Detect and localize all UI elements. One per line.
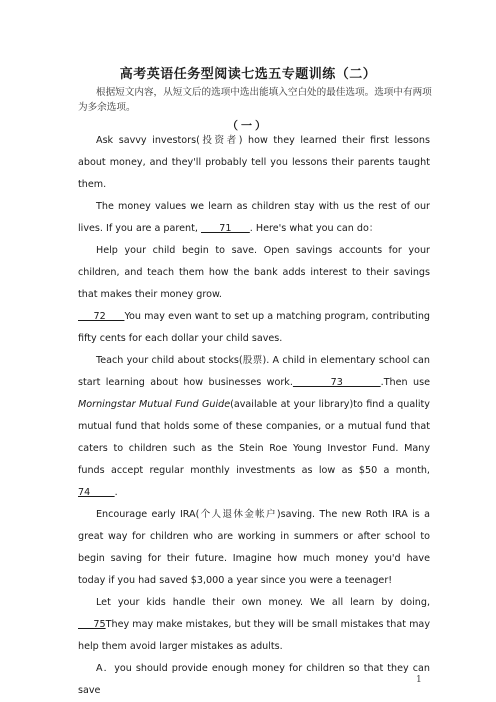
page-number: 1 [416,675,422,685]
blank-71: 71 [200,223,250,234]
paragraph-7 [78,592,430,658]
option-a: A．you should provide enough money for children so that they can save [78,663,430,696]
paragraph-2 [78,196,430,240]
paragraph-6: Encourage early IRA(个人退休金帐户)saving. The new Roth IRA is a great way for children who are working in summers or after school to begin saving for their future. Imagine how much money you'd have today if you had saved $3,000 a year since you were a teenager! [78,509,430,586]
paragraph-4 [78,306,430,350]
paragraph-7-text-b: They may make mistakes, but they will be small mistakes that may help them avoid larger mistakes as adults. [78,619,430,652]
paragraph-4-text: You may even want to set up a matching program, contributing fifty cents for each dollar your child saves. [78,311,430,344]
paragraph-3: Help your child begin to save. Open savings accounts for your children, and teach them how the bank adds interest to their savings that makes their money grow. [78,245,430,300]
section-heading: （一） [227,119,269,132]
guide-title: Morningstar Mutual Fund Guide [78,399,231,410]
blank-73: 73 [292,377,381,388]
paragraph-2-text-a: The money values we learn as children stay with us the rest of our lives. If you are a parent, [78,201,430,234]
paragraph-5 [78,350,430,504]
blank-72: 72 [78,311,125,322]
instructions: 根据短文内容，从短文后的选项中选出能填入空白处的最佳选项。选项中有两项为多余选项。 [78,87,432,113]
passage [78,130,430,702]
document-title: 高考英语任务型阅读七选五专题训练（二） [119,67,377,82]
paragraph-5-text-c: (available at your library)to find a quality mutual fund that holds some of these companies, or a mutual fund that caters to children such as the Stein Roe Young Investor Fund. Many funds accept regular monthly investments as low as $50 a month, [78,399,430,476]
blank-74: 74 [78,487,115,498]
paragraph-5-text-d: . [114,487,118,498]
blank-75: 75 [78,619,106,630]
paragraph-2-text-b: . Here's what you can do： [249,223,379,234]
paragraph-7-text-a: Let your kids handle their own money. We all learn by doing, [96,597,430,608]
paragraph-1: Ask savvy investors(投资者) how they learned their first lessons about money, and they'll probably tell you lessons their parents taught them. [78,135,430,190]
paragraph-5-text-a: Teach your child about stocks(股票). A child in elementary school can start learning about how businesses work. [78,355,430,388]
paragraph-5-text-b: .Then use [380,377,430,388]
